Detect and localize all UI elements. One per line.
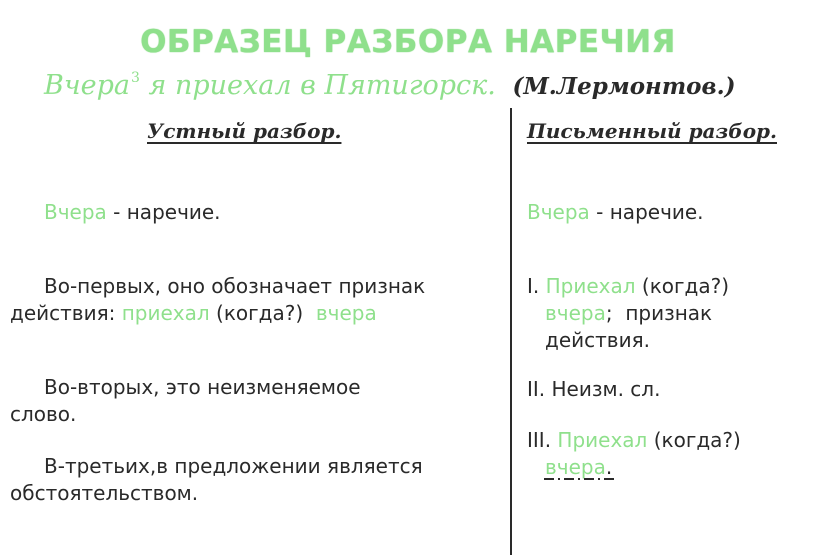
written-p2-word: вчера [545, 301, 606, 325]
oral-paragraph-4-line-2: обстоятельством. [10, 481, 199, 505]
written-p4-question: (когда?) [653, 428, 741, 452]
page-title: ОБРАЗЕЦ РАЗБОРА НАРЕЧИЯ [140, 24, 676, 60]
written-p4-numeral: III. [527, 428, 552, 452]
oral-p1-text: - наречие. [113, 200, 221, 224]
written-paragraph-2-line-2 [545, 299, 712, 327]
written-paragraph-4-line-1 [527, 426, 741, 454]
written-p1-text: - наречие. [596, 200, 704, 224]
written-paragraph-2-line-3: действия. [545, 328, 650, 352]
oral-p1-word: Вчера [44, 200, 107, 224]
written-p4-verb: Приехал [557, 428, 648, 452]
written-paragraph-2-line-1 [527, 272, 729, 300]
written-paragraph-3: II. Неизм. сл. [527, 377, 661, 401]
oral-paragraph-3-line-1: Во-вторых, это неизменяемое [44, 375, 361, 399]
written-p2-verb: Приехал [545, 274, 636, 298]
example-author: (М.Лермонтов.) [512, 73, 736, 100]
written-p2-question: (когда?) [641, 274, 730, 298]
oral-paragraph-3-line-2: слово. [10, 402, 77, 426]
oral-p2-question: (когда?) [216, 301, 304, 325]
oral-p2-prefix: действия: [10, 301, 116, 325]
oral-p2-verb: приехал [121, 301, 210, 325]
dash-dot-underline [544, 476, 618, 482]
written-p4-word: вчера [545, 455, 606, 479]
written-paragraph-1 [527, 198, 704, 226]
column-divider [510, 108, 512, 555]
written-p1-word: Вчера [527, 200, 590, 224]
oral-paragraph-2-line-1: Во-первых, оно обозначает признак [44, 274, 426, 298]
example-rest: я приехал в Пятигорск. [148, 70, 496, 101]
oral-paragraph-1 [44, 198, 221, 226]
written-analysis-heading: Письменный разбор. [527, 119, 777, 143]
written-p2-after: ; признак [605, 301, 713, 325]
example-sentence [44, 70, 736, 101]
written-p4-end: . [605, 455, 613, 479]
oral-p2-word: вчера [315, 301, 377, 325]
written-p2-numeral: I. [527, 274, 540, 298]
oral-analysis-heading: Устный разбор. [147, 119, 342, 143]
example-marker: 3 [131, 70, 140, 86]
oral-paragraph-2-line-2 [10, 299, 377, 327]
example-word: Вчера [44, 70, 130, 101]
oral-paragraph-4-line-1: В-третьих,в предложении является [44, 454, 423, 478]
